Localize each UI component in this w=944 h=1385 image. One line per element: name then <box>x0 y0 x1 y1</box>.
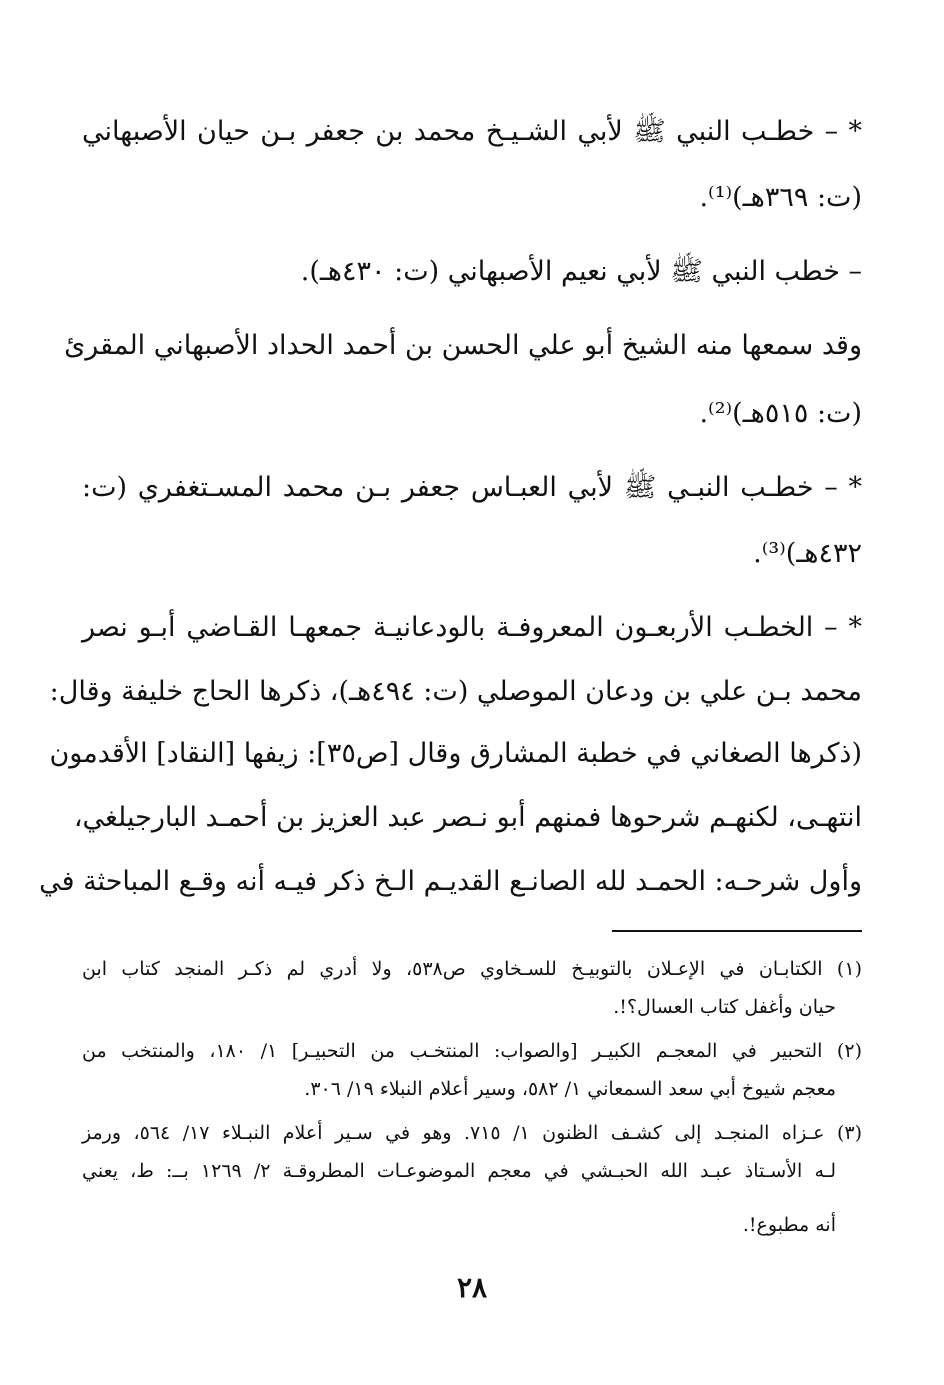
body-line-11: انتهـى، لكنهـم شرحوها فمنهم أبو نـصر عبد العزيز بن أحمـد البارجيلغي، <box>73 802 862 833</box>
footnote-2-line-1: (٢) التحبير في المعجـم الكبيـر [والصواب: المنتخـب من التحبيـر] ١/ ١٨٠، والمنتخب من <box>82 1040 862 1062</box>
body-line-9: محمد بـن علي بن ودعان الموصلي (ت: ٤٩٤هـ)، ذكرها الحاج خليفة وقال: <box>49 676 862 707</box>
footnote-3-line-1: (٣) عـزاه المنجـد إلى كشـف الظنون ١/ ٧١٥. وهو في سـير أعلام النبـلاء ١٧/ ٥٦٤، ورمز <box>82 1122 862 1144</box>
body-line-12: وأول شرحـه: الحمـد لله الصانـع القديـم الـخ ذكر فيـه أنه وقـع المباحثة في <box>39 866 862 897</box>
body-line-1: * – خطـب النبي ﷺ لأبي الشـيـخ محمد بن جعفر بـن حيان الأصبهاني <box>82 116 862 147</box>
page-number: ٢٨ <box>456 1271 488 1304</box>
body-line-8: * – الخطـب الأربعـون المعروفـة بالودعانيـة جمعهـا القـاضي أبـو نصر <box>82 612 862 643</box>
footnote-separator <box>612 930 862 932</box>
footnote-3-line-3: أنه مطبوع!. <box>742 1214 836 1236</box>
body-line-7: ٤٣٢هـ)⁽³⁾. <box>753 538 862 569</box>
body-line-5: (ت: ٥١٥هـ)⁽²⁾. <box>699 398 862 429</box>
footnote-1-line-2: حيان وأغفل كتاب العسال؟!. <box>613 996 836 1018</box>
body-line-6: * – خطـب النبـي ﷺ لأبي العبـاس جعفر بـن محمد المسـتغفري (ت: <box>82 472 862 503</box>
body-line-2: (ت: ٣٦٩هـ)⁽¹⁾. <box>699 182 862 213</box>
footnote-1-line-1: (١) الكتابـان في الإعـلان بالتوبيـخ للسـخاوي ص٥٣٨، ولا أدري لم ذكـر المنجد كتاب ابن <box>82 958 862 980</box>
body-line-4: وقد سمعها منه الشيخ أبو علي الحسن بن أحمد الحداد الأصبهاني المقرئ <box>64 330 862 361</box>
body-line-10: (ذكرها الصغاني في خطبة المشارق وقال [ص٣٥]: زيفها [النقاد] الأقدمون <box>49 738 862 769</box>
footnote-2-line-2: معجم شيوخ أبي سعد السمعاني ١/ ٥٨٢، وسير أعلام النبلاء ١٩/ ٣٠٦. <box>304 1078 836 1100</box>
body-line-3: – خطب النبي ﷺ لأبي نعيم الأصبهاني (ت: ٤٣٠هـ). <box>300 256 862 287</box>
footnote-3-line-2: لـه الأسـتاذ عبـد الله الحبـشي في معجم الموضوعـات المطروقـة ٢/ ١٢٦٩ بــ: ط، يعني <box>82 1160 836 1182</box>
